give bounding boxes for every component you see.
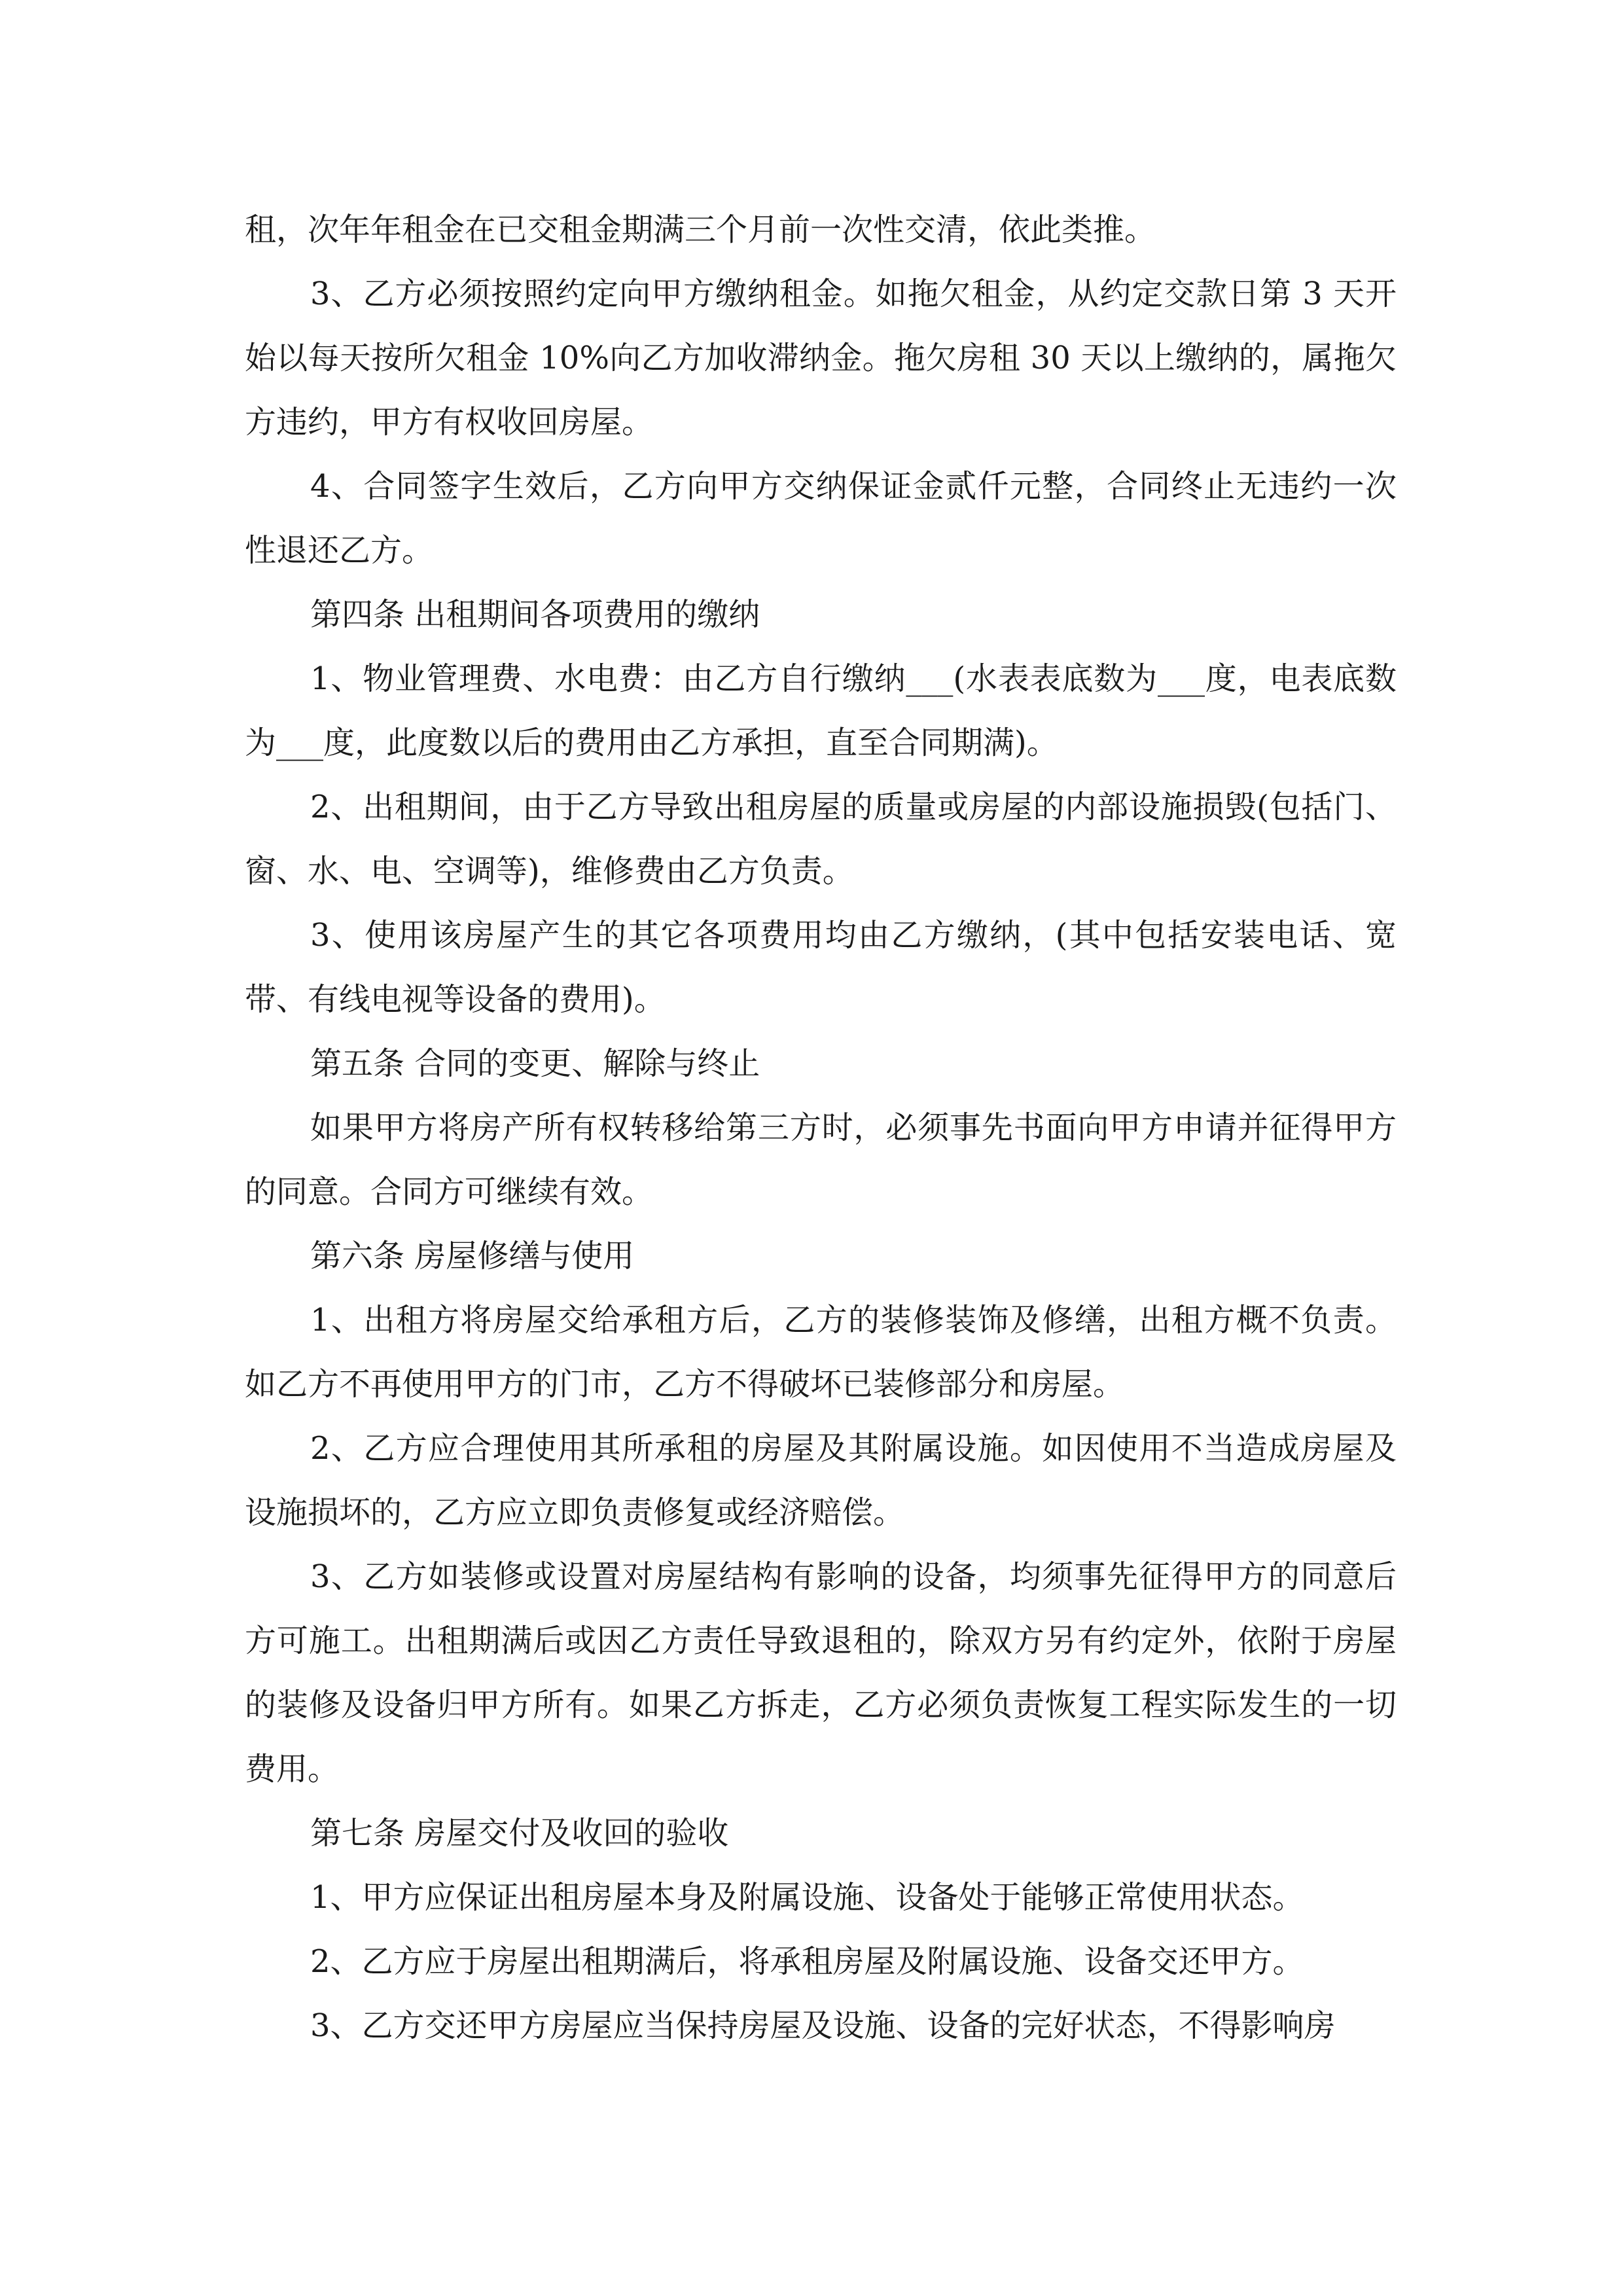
- paragraph-clause-6-1: 1、出租方将房屋交给承租方后，乙方的装修装饰及修缮，出租方概不负责。如乙方不再使用甲方的门市，乙方不得破坏已装修部分和房屋。: [245, 1302, 1397, 1403]
- paragraph-clause-4-2: 2、出租期间，由于乙方导致出租房屋的质量或房屋的内部设施损毁(包括门、窗、水、电、空调等)，维修费由乙方负责。: [245, 789, 1397, 889]
- article-7-heading: 第七条 房屋交付及收回的验收: [310, 1815, 729, 1852]
- article-5-heading: 第五条 合同的变更、解除与终止: [310, 1045, 760, 1082]
- paragraph-clause-6-3: 3、乙方如装修或设置对房屋结构有影响的设备，均须事先征得甲方的同意后方可施工。出租期满后或因乙方责任导致退租的，除双方另有约定外，依附于房屋的装修及设备归甲方所有。如果乙方拆走，乙方必须负责恢复工程实际发生的一切费用。: [245, 1558, 1397, 1787]
- paragraph-clause-4-1: 1、物业管理费、水电费：由乙方自行缴纳___(水表表底数为___度，电表底数为___度，此度数以后的费用由乙方承担，直至合同期满)。: [245, 660, 1397, 761]
- paragraph-clause-7-2: 2、乙方应于房屋出租期满后，将承租房屋及附属设施、设备交还甲方。: [310, 1943, 1304, 1980]
- contract-body: [245, 198, 1397, 2058]
- paragraph-clause-6-2: 2、乙方应合理使用其所承租的房屋及其附属设施。如因使用不当造成房屋及设施损坏的，乙方应立即负责修复或经济赔偿。: [245, 1430, 1397, 1531]
- paragraph-clause-3-4: 4、合同签字生效后，乙方向甲方交纳保证金贰仟元整，合同终止无违约一次性退还乙方。: [245, 468, 1397, 569]
- article-4-heading: 第四条 出租期间各项费用的缴纳: [310, 596, 760, 633]
- paragraph-clause-4-3: 3、使用该房屋产生的其它各项费用均由乙方缴纳，(其中包括安装电话、宽带、有线电视等设备的费用)。: [245, 917, 1397, 1018]
- paragraph-clause-5: 如果甲方将房产所有权转移给第三方时，必须事先书面向甲方申请并征得甲方的同意。合同方可继续有效。: [245, 1109, 1397, 1210]
- paragraph-continuation: 租，次年年租金在已交租金期满三个月前一次性交清，依此类推。: [245, 211, 1156, 248]
- article-6-heading: 第六条 房屋修缮与使用: [310, 1238, 635, 1274]
- paragraph-clause-7-3: 3、乙方交还甲方房屋应当保持房屋及设施、设备的完好状态，不得影响房: [310, 2007, 1336, 2044]
- paragraph-clause-3-3: 3、乙方必须按照约定向甲方缴纳租金。如拖欠租金，从约定交款日第 3 天开始以每天按所欠租金 10%向乙方加收滞纳金。拖欠房租 30 天以上缴纳的，属拖欠方违约，甲方有权收回房屋。: [245, 276, 1397, 440]
- paragraph-clause-7-1: 1、甲方应保证出租房屋本身及附属设施、设备处于能够正常使用状态。: [310, 1879, 1304, 1916]
